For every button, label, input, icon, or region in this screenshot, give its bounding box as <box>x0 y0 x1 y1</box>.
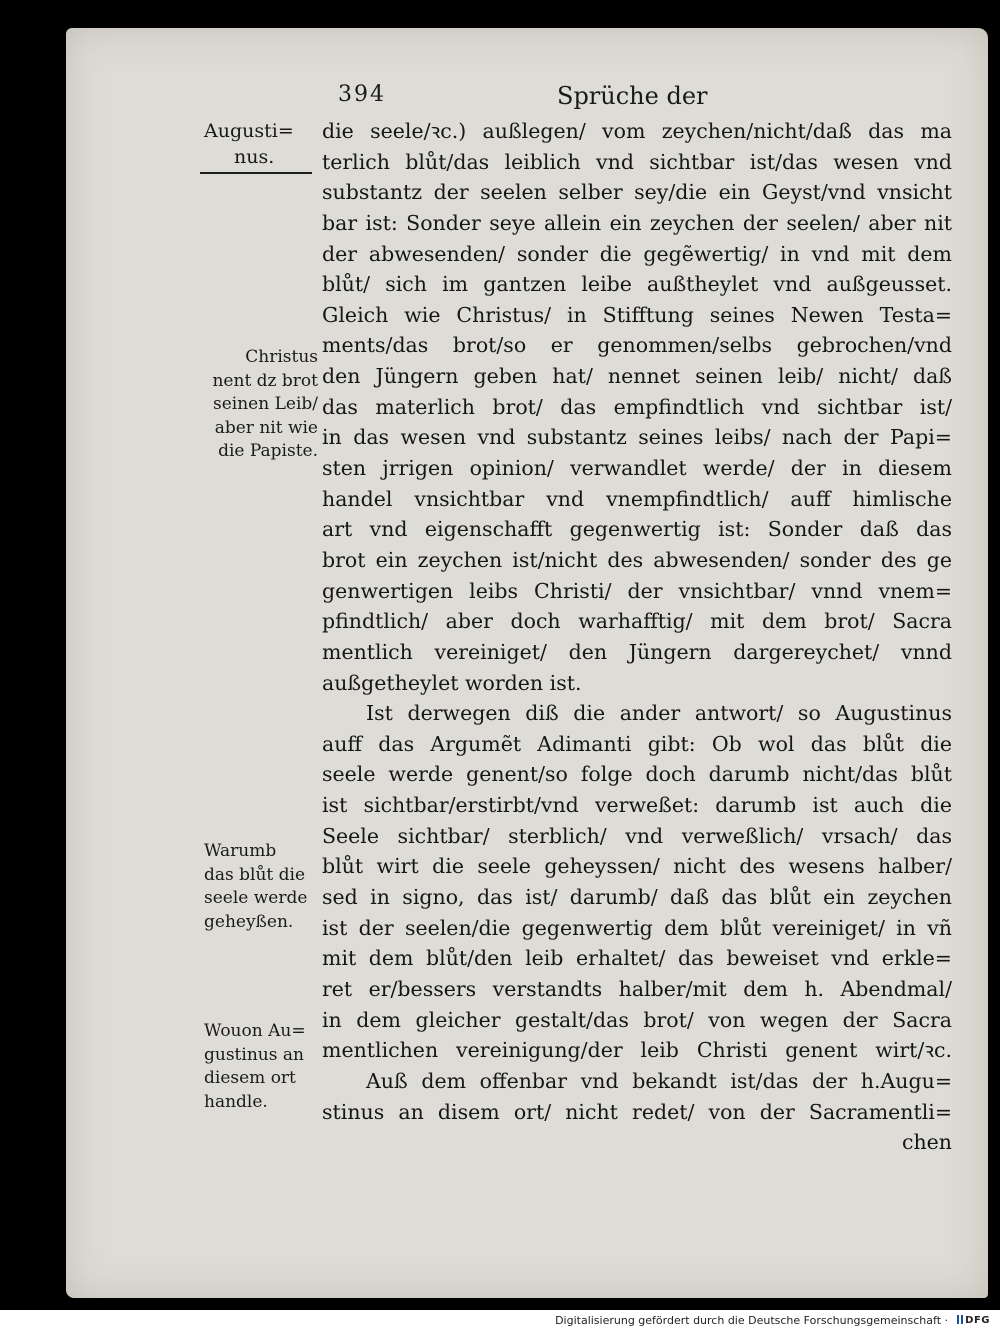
catchword: chen <box>901 1130 952 1155</box>
text-line: stinus an disem ort/ nicht redet/ von der Sacramentli= <box>322 1099 952 1124</box>
running-title: Sprüche der <box>557 82 708 110</box>
text-line: Auß dem offenbar vnd bekandt ist/das der h.Augu= <box>366 1068 952 1093</box>
text-line: art vnd eigenschafft gegenwertig ist: Sonder daß das <box>322 517 952 542</box>
text-line: mit dem blůt/den leib erhaltet/ das beweiset vnd erkle= <box>322 946 952 971</box>
text-line: substantz der seelen selber sey/die ein Geyst/vnd vnsicht <box>322 180 952 205</box>
margin-rule <box>200 172 312 174</box>
text-line: sed in signo, das ist/ darumb/ daß das blůt ein zeychen <box>322 885 952 910</box>
text-line: ret er/bessers verstandts halber/mit dem h. Abendmal/ <box>322 976 952 1001</box>
margin-note-christus: Christus nent dz brot seinen Leib/ aber nit wie die Papiste. <box>212 347 318 461</box>
text-line: außgetheylet worden ist. <box>322 670 582 695</box>
text-line: sten jrrigen opinion/ verwandlet werde/ der in diesem <box>322 456 952 481</box>
text-line: das materlich brot/ das empfindtlich vnd sichtbar ist/ <box>322 394 952 419</box>
text-line: pfindtlich/ aber doch warhafftig/ mit dem brot/ Sacra <box>322 609 952 634</box>
dfg-logo: DFG <box>957 1315 990 1326</box>
text-line: mentlichen vereinigung/der leib Christi genent wirt/ꝛc. <box>322 1038 952 1063</box>
margin-note-warumb: Warumb das blůt die seele werde geheyßen. <box>204 841 308 932</box>
dfg-logo-icon <box>957 1315 963 1324</box>
text-line: brot ein zeychen ist/nicht des abwesenden/ sonder des ge <box>322 547 952 572</box>
text-line: handel vnsichtbar vnd vnempfindtlich/ auff himlische <box>322 486 952 511</box>
margin-note-wouon: Wouon Au= gustinus an diesem ort handle. <box>204 1021 306 1112</box>
funding-credit: Digitalisierung gefördert durch die Deutsche Forschungsgemeinschaft · <box>555 1314 948 1327</box>
text-line: ments/das brot/so er genommen/selbs gebrochen/vnd <box>322 333 952 358</box>
text-line: den Jüngern geben hat/ nennet seinen leib/ nicht/ daß <box>322 364 952 389</box>
text-line: seele werde genent/so folge doch darumb nicht/das blůt <box>322 762 952 787</box>
text-line: in dem gleicher gestalt/das brot/ von wegen der Sacra <box>322 1007 952 1032</box>
text-line: in das wesen vnd substantz seines leibs/ nach der Papi= <box>322 425 952 450</box>
text-line: Ist derwegen diß die ander antwort/ so Augustinus <box>366 701 952 726</box>
text-line: ist sichtbar/erstirbt/vnd verweßet: darumb ist auch die <box>322 793 952 818</box>
text-line: der abwesenden/ sonder die gegẽwertig/ in vnd mit dem <box>322 241 952 266</box>
text-line: blůt wirt die seele geheyssen/ nicht des wesens halber/ <box>322 854 952 879</box>
text-line: terlich blůt/das leiblich vnd sichtbar ist/das wesen vnd <box>322 149 952 174</box>
body-text <box>322 116 952 1158</box>
page-number: 394 <box>338 82 386 107</box>
margin-note-augustinus: Augusti= nus. <box>204 120 294 168</box>
text-line: bar ist: Sonder seye allein ein zeychen der seelen/ aber nit <box>322 210 952 235</box>
text-line: auff das Argumẽt Adimanti gibt: Ob wol das blůt die <box>322 731 952 756</box>
text-line: Gleich wie Christus/ in Stifftung seines Newen Testa= <box>322 302 952 327</box>
text-line: ist der seelen/die gegenwertig dem blůt vereiniget/ in vñ <box>322 915 952 940</box>
text-line: Seele sichtbar/ sterblich/ vnd verweßlich/ vrsach/ das <box>322 823 952 848</box>
text-line: mentlich vereiniget/ den Jüngern dargereychet/ vnnd <box>322 639 952 664</box>
text-line: blůt/ sich im gantzen leibe außtheylet vnd außgeusset. <box>322 272 952 297</box>
text-line: die seele/ꝛc.) außlegen/ vom zeychen/nicht/daß das ma <box>322 119 952 143</box>
text-line: genwertigen leibs Christi/ der vnsichtbar/ vnnd vnem= <box>322 578 952 603</box>
